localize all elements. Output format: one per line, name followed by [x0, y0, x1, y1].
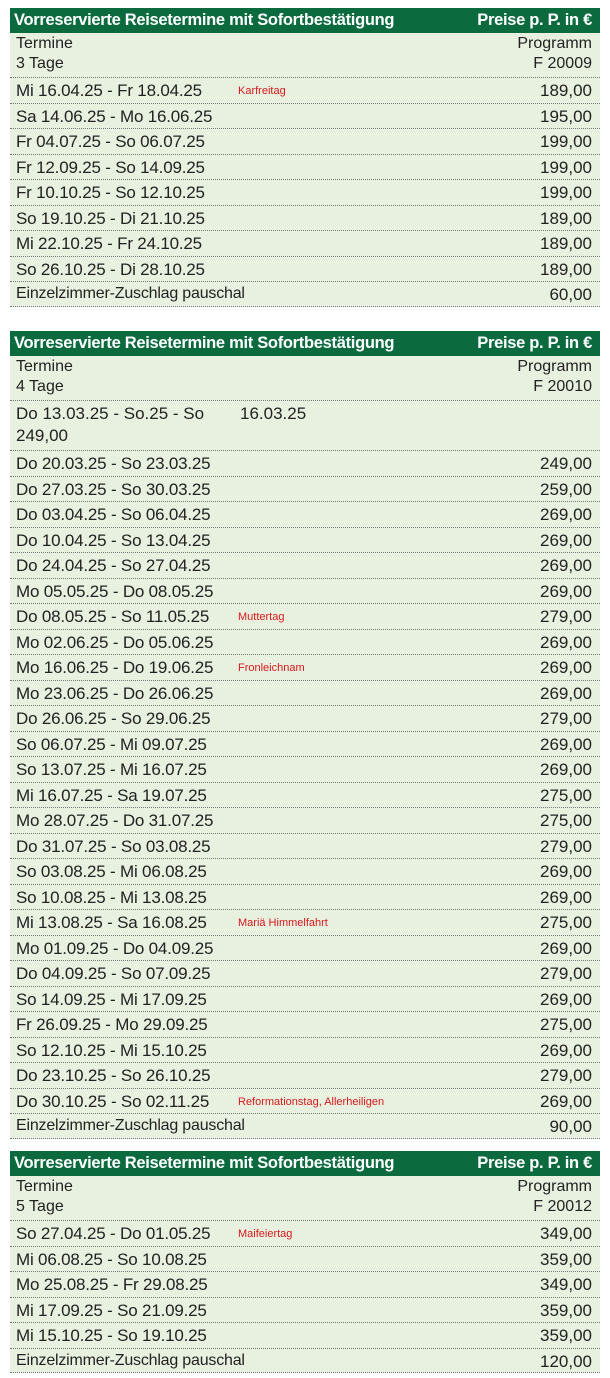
row-price: 279,00 — [540, 836, 592, 856]
table-row — [10, 1246, 600, 1272]
table-row — [10, 450, 600, 476]
row-price: 269,00 — [540, 760, 592, 779]
row-price: 279,00 — [540, 607, 592, 626]
table-row — [10, 400, 600, 450]
table-row — [10, 256, 600, 282]
row-date: Mi 15.10.25 - So 19.10.25 — [16, 1326, 207, 1345]
supplement-label: Einzelzimmer-Zuschlag pauschal — [16, 1351, 245, 1369]
table-row — [10, 154, 600, 180]
row-holiday-note: Muttertag — [238, 611, 285, 623]
row-price: 269,00 — [540, 1091, 592, 1111]
table-title: Vorreservierte Reisetermine mit Sofortbestätigung — [14, 334, 395, 352]
row-date: Fr 10.10.25 - So 12.10.25 — [16, 183, 205, 202]
row-date: Sa 14.06.25 - Mo 16.06.25 — [16, 106, 213, 126]
supplement-price: 90,00 — [549, 1117, 592, 1136]
row-price: 269,00 — [540, 989, 592, 1009]
row-date: Mo 16.06.25 - Do 19.06.25 — [16, 658, 214, 677]
row-date: So 13.07.25 - Mi 16.07.25 — [16, 760, 207, 779]
supplement-row — [10, 281, 600, 307]
row-date: Do 30.10.25 - So 02.11.25 — [16, 1091, 210, 1111]
row-date: So 26.10.25 - Di 28.10.25 — [16, 259, 205, 279]
table-row — [10, 935, 600, 961]
row-price: 275,00 — [540, 913, 592, 932]
row-date: Do 10.04.25 - So 13.04.25 — [16, 530, 211, 550]
table-row — [10, 578, 600, 604]
row-date: Do 26.06.25 - So 29.06.25 — [16, 709, 211, 728]
row-holiday-note: Fronleichnam — [238, 662, 305, 674]
table-row — [10, 501, 600, 527]
table-body — [10, 450, 600, 1113]
table-row — [10, 705, 600, 731]
dates-label: Termine — [16, 35, 73, 52]
table-header — [10, 1151, 600, 1176]
row-date: Mi 22.10.25 - Fr 24.10.25 — [16, 234, 202, 253]
row-date: Do 03.04.25 - So 06.04.25 — [16, 505, 211, 524]
row-price: 189,00 — [540, 234, 592, 253]
table-row — [10, 476, 600, 502]
row-price: 279,00 — [540, 709, 592, 728]
price-unit-label: Preise p. P. in € — [477, 11, 592, 29]
row-holiday-note: Karfreitag — [238, 85, 286, 97]
dates-label: Termine — [16, 358, 73, 375]
table-row — [10, 884, 600, 910]
table-row — [10, 603, 600, 629]
table-row — [10, 77, 600, 103]
row-date-end: 16.03.25 — [240, 404, 307, 423]
price-table-5-days — [10, 1151, 600, 1373]
table-row — [10, 230, 600, 256]
price-table-3-days — [10, 8, 600, 307]
row-date: Mi 16.04.25 - Fr 18.04.25 — [16, 81, 202, 100]
row-price: 269,00 — [540, 581, 592, 601]
row-date: Do 23.10.25 - So 26.10.25 — [16, 1066, 211, 1085]
table-row — [10, 1088, 600, 1114]
table-header — [10, 8, 600, 33]
table-title: Vorreservierte Reisetermine mit Sofortbestätigung — [14, 1154, 395, 1172]
table-row — [10, 205, 600, 231]
table-subheader — [10, 1176, 600, 1220]
row-date: Mi 17.09.25 - So 21.09.25 — [16, 1300, 207, 1320]
table-row — [10, 527, 600, 553]
row-date: Do 08.05.25 - So 11.05.25 — [16, 607, 210, 626]
table-row — [10, 833, 600, 859]
row-date: Do 31.07.25 - So 03.08.25 — [16, 836, 211, 856]
supplement-label: Einzelzimmer-Zuschlag pauschal — [16, 1117, 245, 1134]
row-price: 269,00 — [540, 556, 592, 575]
row-date: Mo 23.06.25 - Do 26.06.25 — [16, 683, 214, 703]
table-row — [10, 731, 600, 757]
duration-label: 4 Tage — [16, 378, 64, 395]
row-price: 359,00 — [540, 1249, 592, 1269]
row-price: 275,00 — [540, 811, 592, 830]
row-price: 249,00 — [16, 426, 68, 445]
table-row — [10, 654, 600, 680]
row-date: Mi 13.08.25 - Sa 16.08.25 — [16, 913, 207, 932]
row-price: 199,00 — [540, 157, 592, 177]
row-date: Fr 26.09.25 - Mo 29.09.25 — [16, 1015, 208, 1034]
row-price: 359,00 — [540, 1300, 592, 1320]
duration-label: 5 Tage — [16, 1198, 64, 1215]
table-row — [10, 1271, 600, 1297]
table-row — [10, 103, 600, 129]
duration-label: 3 Tage — [16, 55, 64, 72]
row-price: 269,00 — [540, 938, 592, 958]
row-date: Fr 12.09.25 - So 14.09.25 — [16, 157, 205, 177]
table-title: Vorreservierte Reisetermine mit Sofortbestätigung — [14, 11, 395, 29]
row-date: Do 13.03.25 - So.25 - So — [16, 404, 205, 423]
table-row — [10, 756, 600, 782]
row-price: 269,00 — [540, 683, 592, 703]
row-date: Do 27.03.25 - So 30.03.25 — [16, 479, 211, 499]
supplement-price: 120,00 — [540, 1351, 592, 1371]
supplement-price: 60,00 — [549, 285, 592, 304]
dates-label: Termine — [16, 1178, 73, 1195]
row-price: 275,00 — [540, 1015, 592, 1034]
row-date: So 27.04.25 - Do 01.05.25 — [16, 1224, 211, 1243]
table-row — [10, 552, 600, 578]
supplement-row — [10, 1113, 600, 1139]
row-price: 269,00 — [540, 734, 592, 754]
supplement-row — [10, 1348, 600, 1374]
supplement-label: Einzelzimmer-Zuschlag pauschal — [16, 285, 245, 302]
row-date: So 14.09.25 - Mi 17.09.25 — [16, 989, 207, 1009]
table-row — [10, 858, 600, 884]
row-price: 269,00 — [540, 862, 592, 881]
row-price: 269,00 — [540, 1040, 592, 1060]
table-row — [10, 1062, 600, 1088]
row-price: 189,00 — [540, 81, 592, 100]
table-body — [10, 77, 600, 281]
row-price: 359,00 — [540, 1326, 592, 1345]
table-row — [10, 1220, 600, 1246]
row-date: Mo 28.07.25 - Do 31.07.25 — [16, 811, 214, 830]
row-date: Fr 04.07.25 - So 06.07.25 — [16, 132, 205, 151]
program-label: Programm — [517, 1178, 592, 1195]
program-code: F 20010 — [533, 378, 592, 395]
row-price: 269,00 — [540, 887, 592, 907]
table-row — [10, 1011, 600, 1037]
row-date: Mo 25.08.25 - Fr 29.08.25 — [16, 1275, 208, 1294]
row-price: 275,00 — [540, 785, 592, 805]
table-row — [10, 782, 600, 808]
program-label: Programm — [517, 35, 592, 52]
row-date: Mi 16.07.25 - Sa 19.07.25 — [16, 785, 207, 805]
row-holiday-note: Maifeiertag — [238, 1228, 293, 1240]
row-holiday-note: Mariä Himmelfahrt — [238, 917, 328, 929]
price-unit-label: Preise p. P. in € — [477, 334, 592, 352]
row-price: 189,00 — [540, 208, 592, 228]
price-table-4-days — [10, 331, 600, 1139]
price-unit-label: Preise p. P. in € — [477, 1154, 592, 1172]
row-date: So 19.10.25 - Di 21.10.25 — [16, 208, 205, 228]
row-price: 259,00 — [540, 479, 592, 499]
row-date: Do 04.09.25 - So 07.09.25 — [16, 964, 211, 983]
row-price: 269,00 — [540, 658, 592, 677]
row-price: 269,00 — [540, 505, 592, 524]
row-price: 199,00 — [540, 132, 592, 151]
row-date: So 12.10.25 - Mi 15.10.25 — [16, 1040, 207, 1060]
row-price: 279,00 — [540, 1066, 592, 1085]
row-price: 199,00 — [540, 183, 592, 202]
row-holiday-note: Reformationstag, Allerheiligen — [238, 1095, 385, 1108]
row-date: So 03.08.25 - Mi 06.08.25 — [16, 862, 207, 881]
table-row — [10, 680, 600, 706]
row-date: Mo 02.06.25 - Do 05.06.25 — [16, 632, 214, 652]
table-subheader — [10, 356, 600, 400]
program-code: F 20009 — [533, 55, 592, 72]
row-price: 189,00 — [540, 259, 592, 279]
row-date: Mo 01.09.25 - Do 04.09.25 — [16, 938, 214, 958]
table-row — [10, 629, 600, 655]
table-row — [10, 986, 600, 1012]
row-price: 269,00 — [540, 530, 592, 550]
row-date: Do 20.03.25 - So 23.03.25 — [16, 454, 211, 473]
row-date: Do 24.04.25 - So 27.04.25 — [16, 556, 211, 575]
program-code: F 20012 — [533, 1198, 592, 1215]
row-price: 349,00 — [540, 1224, 592, 1243]
table-row — [10, 1037, 600, 1063]
table-row — [10, 807, 600, 833]
row-price: 249,00 — [540, 454, 592, 473]
table-row — [10, 1297, 600, 1323]
row-date: Mi 06.08.25 - So 10.08.25 — [16, 1249, 207, 1269]
table-row — [10, 960, 600, 986]
table-row — [10, 179, 600, 205]
table-row — [10, 909, 600, 935]
table-row — [10, 128, 600, 154]
row-price: 195,00 — [540, 106, 592, 126]
row-price: 349,00 — [540, 1275, 592, 1294]
row-date: So 10.08.25 - Mi 13.08.25 — [16, 887, 207, 907]
table-row — [10, 1322, 600, 1348]
row-price: 269,00 — [540, 632, 592, 652]
row-date: So 06.07.25 - Mi 09.07.25 — [16, 734, 207, 754]
row-date: Mo 05.05.25 - Do 08.05.25 — [16, 581, 214, 601]
row-price: 279,00 — [540, 964, 592, 983]
table-body — [10, 1220, 600, 1348]
table-subheader — [10, 33, 600, 77]
table-header — [10, 331, 600, 356]
program-label: Programm — [517, 358, 592, 375]
